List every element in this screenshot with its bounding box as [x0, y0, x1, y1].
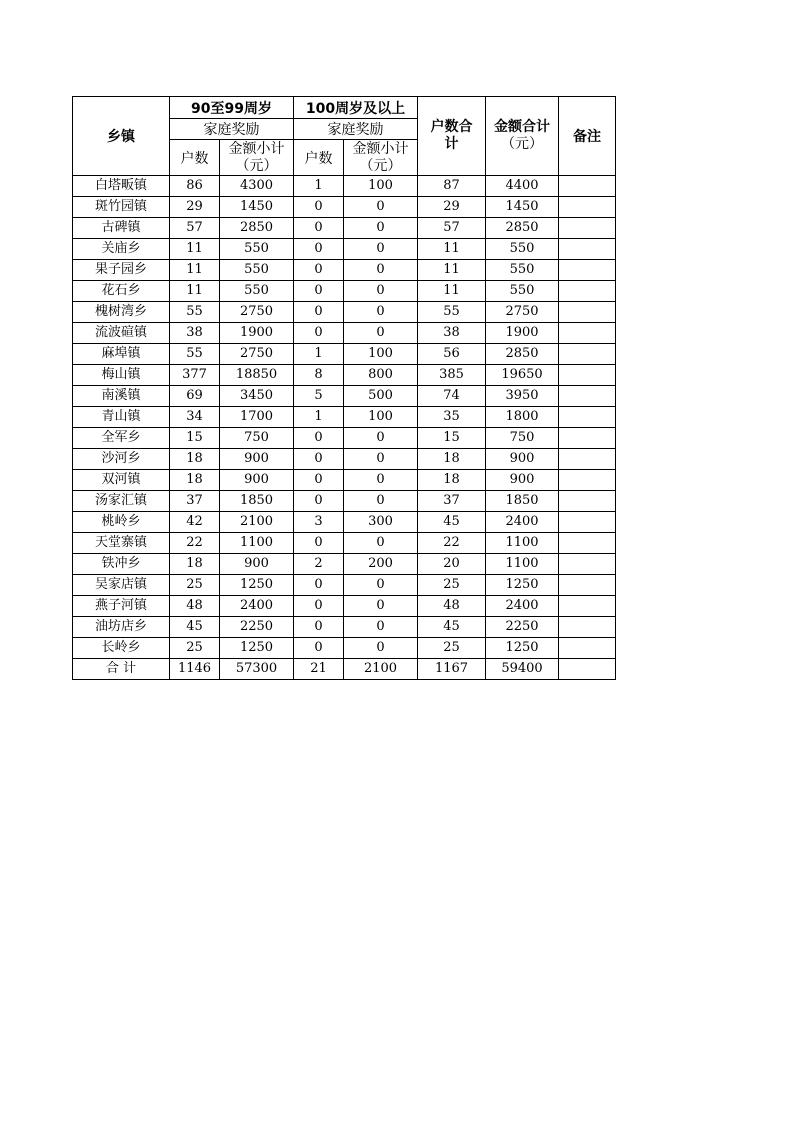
amount-100-cell: 0: [344, 491, 418, 512]
remarks-cell: [559, 344, 616, 365]
amount-100-cell: 0: [344, 260, 418, 281]
households-100-cell: 0: [294, 617, 344, 638]
households-90-cell: 38: [170, 323, 220, 344]
amount-90-cell: 900: [220, 449, 294, 470]
town-cell: 花石乡: [73, 281, 170, 302]
town-cell: 铁冲乡: [73, 554, 170, 575]
town-cell: 古碑镇: [73, 218, 170, 239]
total-households-cell: 45: [418, 617, 486, 638]
households-100-cell: 0: [294, 596, 344, 617]
table-row: [73, 197, 616, 218]
total-households-cell: 25: [418, 638, 486, 659]
households-100-cell: 0: [294, 323, 344, 344]
total-amount-cell: 1250: [486, 638, 559, 659]
households-100-cell: 1: [294, 407, 344, 428]
amount-90-cell: 1450: [220, 197, 294, 218]
total-amount-cell: 1850: [486, 491, 559, 512]
remarks-cell: [559, 218, 616, 239]
town-cell: 全军乡: [73, 428, 170, 449]
total-amount-cell: 900: [486, 470, 559, 491]
amount-90-cell: 1850: [220, 491, 294, 512]
amount-90-cell: 18850: [220, 365, 294, 386]
remarks-cell: [559, 554, 616, 575]
amount-90-cell: 2400: [220, 596, 294, 617]
header-amount-90-line1: 金额小计: [228, 140, 285, 157]
amount-90-cell: 2100: [220, 512, 294, 533]
total-households-cell: 25: [418, 575, 486, 596]
header-group-100-plus: 100周岁及以上: [294, 97, 418, 119]
amount-100-cell: 100: [344, 344, 418, 365]
total-amount-cell: 3950: [486, 386, 559, 407]
total-households-cell: 87: [418, 176, 486, 197]
header-total-households-line2: 计: [444, 136, 459, 152]
table-row: [73, 218, 616, 239]
amount-100-cell: 0: [344, 638, 418, 659]
table-body: [73, 176, 616, 680]
table-row: [73, 491, 616, 512]
remarks-cell: [559, 659, 616, 680]
header-total-households: [418, 97, 486, 176]
amount-100-cell: 0: [344, 218, 418, 239]
total-amount-cell: 1900: [486, 323, 559, 344]
amount-90-cell: 900: [220, 554, 294, 575]
total-households-cell: 20: [418, 554, 486, 575]
town-cell: 青山镇: [73, 407, 170, 428]
table-row: [73, 638, 616, 659]
households-90-cell: 69: [170, 386, 220, 407]
households-100-cell: 0: [294, 638, 344, 659]
amount-100-cell: 200: [344, 554, 418, 575]
total-households-cell: 1167: [418, 659, 486, 680]
table-row: [73, 575, 616, 596]
households-90-cell: 11: [170, 260, 220, 281]
table-row: [73, 449, 616, 470]
amount-90-cell: 1700: [220, 407, 294, 428]
total-amount-cell: 900: [486, 449, 559, 470]
households-100-cell: 0: [294, 575, 344, 596]
total-households-cell: 56: [418, 344, 486, 365]
town-cell: 长岭乡: [73, 638, 170, 659]
remarks-cell: [559, 407, 616, 428]
households-100-cell: 0: [294, 239, 344, 260]
town-cell: 燕子河镇: [73, 596, 170, 617]
households-90-cell: 18: [170, 449, 220, 470]
households-90-cell: 37: [170, 491, 220, 512]
households-100-cell: 0: [294, 491, 344, 512]
amount-100-cell: 0: [344, 533, 418, 554]
header-remarks: 备注: [559, 97, 616, 176]
households-90-cell: 377: [170, 365, 220, 386]
total-households-cell: 55: [418, 302, 486, 323]
table-row: [73, 323, 616, 344]
town-cell: 汤家汇镇: [73, 491, 170, 512]
town-cell: 桃岭乡: [73, 512, 170, 533]
remarks-cell: [559, 281, 616, 302]
amount-90-cell: 1900: [220, 323, 294, 344]
households-100-cell: 0: [294, 281, 344, 302]
remarks-cell: [559, 176, 616, 197]
households-100-cell: 1: [294, 344, 344, 365]
remarks-cell: [559, 260, 616, 281]
amount-90-cell: 4300: [220, 176, 294, 197]
town-cell: 吴家店镇: [73, 575, 170, 596]
total-households-cell: 18: [418, 449, 486, 470]
remarks-cell: [559, 386, 616, 407]
amount-90-cell: 550: [220, 239, 294, 260]
total-households-cell: 11: [418, 281, 486, 302]
total-amount-cell: 4400: [486, 176, 559, 197]
total-amount-cell: 550: [486, 239, 559, 260]
remarks-cell: [559, 365, 616, 386]
amount-100-cell: 100: [344, 176, 418, 197]
table-row: [73, 533, 616, 554]
households-100-cell: 8: [294, 365, 344, 386]
households-100-cell: 1: [294, 176, 344, 197]
table-row: [73, 428, 616, 449]
town-cell: 天堂寨镇: [73, 533, 170, 554]
header-total-amount-line1: 金额合计: [494, 119, 550, 135]
total-amount-cell: 1100: [486, 533, 559, 554]
amount-100-cell: 0: [344, 428, 418, 449]
amount-90-cell: 1100: [220, 533, 294, 554]
town-cell: 果子园乡: [73, 260, 170, 281]
town-cell: 槐树湾乡: [73, 302, 170, 323]
town-cell: 麻埠镇: [73, 344, 170, 365]
total-households-cell: 74: [418, 386, 486, 407]
header-households-100: 户数: [294, 140, 344, 176]
households-90-cell: 86: [170, 176, 220, 197]
amount-100-cell: 2100: [344, 659, 418, 680]
households-100-cell: 0: [294, 260, 344, 281]
amount-100-cell: 100: [344, 407, 418, 428]
total-households-cell: 18: [418, 470, 486, 491]
header-total-amount: [486, 97, 559, 176]
households-90-cell: 45: [170, 617, 220, 638]
amount-100-cell: 0: [344, 596, 418, 617]
amount-100-cell: 0: [344, 239, 418, 260]
amount-100-cell: 0: [344, 302, 418, 323]
total-households-cell: 38: [418, 323, 486, 344]
header-amount-100-line1: 金额小计: [352, 140, 409, 157]
total-amount-cell: 2750: [486, 302, 559, 323]
header-group-90-99: 90至99周岁: [170, 97, 294, 119]
table-row: [73, 596, 616, 617]
table-row: [73, 344, 616, 365]
total-amount-cell: 2850: [486, 218, 559, 239]
amount-100-cell: 0: [344, 323, 418, 344]
total-households-cell: 57: [418, 218, 486, 239]
town-cell: 白塔畈镇: [73, 176, 170, 197]
total-amount-cell: 2850: [486, 344, 559, 365]
households-100-cell: 0: [294, 449, 344, 470]
households-100-cell: 21: [294, 659, 344, 680]
households-90-cell: 25: [170, 638, 220, 659]
households-90-cell: 55: [170, 344, 220, 365]
total-amount-cell: 59400: [486, 659, 559, 680]
table-row: [73, 512, 616, 533]
amount-100-cell: 0: [344, 449, 418, 470]
amount-100-cell: 0: [344, 281, 418, 302]
amount-100-cell: 0: [344, 617, 418, 638]
total-households-cell: 22: [418, 533, 486, 554]
table-row: [73, 365, 616, 386]
town-cell: 南溪镇: [73, 386, 170, 407]
households-90-cell: 11: [170, 239, 220, 260]
table-row: [73, 239, 616, 260]
households-90-cell: 34: [170, 407, 220, 428]
amount-100-cell: 0: [344, 197, 418, 218]
households-90-cell: 18: [170, 470, 220, 491]
remarks-cell: [559, 617, 616, 638]
households-100-cell: 0: [294, 302, 344, 323]
households-100-cell: 0: [294, 428, 344, 449]
town-cell: 斑竹园镇: [73, 197, 170, 218]
town-cell: 合 计: [73, 659, 170, 680]
table-row: [73, 407, 616, 428]
households-90-cell: 1146: [170, 659, 220, 680]
remarks-cell: [559, 470, 616, 491]
table-row: [73, 617, 616, 638]
remarks-cell: [559, 491, 616, 512]
total-amount-cell: 750: [486, 428, 559, 449]
amount-90-cell: 750: [220, 428, 294, 449]
amount-90-cell: 2250: [220, 617, 294, 638]
table-row: [73, 554, 616, 575]
amount-100-cell: 0: [344, 575, 418, 596]
header-total-amount-line2: （元）: [501, 136, 543, 152]
households-90-cell: 55: [170, 302, 220, 323]
remarks-cell: [559, 428, 616, 449]
total-amount-cell: 2400: [486, 512, 559, 533]
households-90-cell: 57: [170, 218, 220, 239]
total-households-cell: 37: [418, 491, 486, 512]
remarks-cell: [559, 302, 616, 323]
header-amount-100: [344, 140, 418, 176]
amount-90-cell: 2750: [220, 302, 294, 323]
total-amount-cell: 550: [486, 260, 559, 281]
amount-90-cell: 3450: [220, 386, 294, 407]
reward-table: [72, 96, 616, 680]
total-households-cell: 29: [418, 197, 486, 218]
table-header: [73, 97, 616, 176]
remarks-cell: [559, 575, 616, 596]
total-row: [73, 659, 616, 680]
households-90-cell: 42: [170, 512, 220, 533]
households-100-cell: 2: [294, 554, 344, 575]
amount-90-cell: 57300: [220, 659, 294, 680]
table-row: [73, 176, 616, 197]
header-amount-90: [220, 140, 294, 176]
header-township: 乡镇: [73, 97, 170, 176]
households-100-cell: 0: [294, 470, 344, 491]
amount-90-cell: 1250: [220, 575, 294, 596]
reward-table-sheet: [72, 96, 616, 680]
table-row: [73, 470, 616, 491]
households-100-cell: 5: [294, 386, 344, 407]
amount-100-cell: 300: [344, 512, 418, 533]
households-90-cell: 29: [170, 197, 220, 218]
total-households-cell: 48: [418, 596, 486, 617]
header-total-households-line1: 户数合: [430, 119, 473, 135]
header-amount-100-line2: （元）: [359, 157, 402, 174]
amount-90-cell: 550: [220, 260, 294, 281]
total-amount-cell: 550: [486, 281, 559, 302]
amount-100-cell: 0: [344, 470, 418, 491]
remarks-cell: [559, 449, 616, 470]
remarks-cell: [559, 512, 616, 533]
amount-100-cell: 500: [344, 386, 418, 407]
households-90-cell: 22: [170, 533, 220, 554]
total-households-cell: 11: [418, 260, 486, 281]
remarks-cell: [559, 533, 616, 554]
header-group-90-99-sub: 家庭奖励: [170, 119, 294, 140]
total-amount-cell: 2400: [486, 596, 559, 617]
total-households-cell: 385: [418, 365, 486, 386]
total-amount-cell: 2250: [486, 617, 559, 638]
header-households-90: 户数: [170, 140, 220, 176]
amount-90-cell: 900: [220, 470, 294, 491]
total-households-cell: 15: [418, 428, 486, 449]
remarks-cell: [559, 197, 616, 218]
total-amount-cell: 1100: [486, 554, 559, 575]
town-cell: 关庙乡: [73, 239, 170, 260]
remarks-cell: [559, 239, 616, 260]
town-cell: 梅山镇: [73, 365, 170, 386]
amount-90-cell: 2750: [220, 344, 294, 365]
town-cell: 流波碹镇: [73, 323, 170, 344]
amount-90-cell: 2850: [220, 218, 294, 239]
table-row: [73, 260, 616, 281]
town-cell: 沙河乡: [73, 449, 170, 470]
total-households-cell: 11: [418, 239, 486, 260]
table-row: [73, 386, 616, 407]
header-group-100-plus-sub: 家庭奖励: [294, 119, 418, 140]
total-amount-cell: 19650: [486, 365, 559, 386]
households-90-cell: 25: [170, 575, 220, 596]
town-cell: 双河镇: [73, 470, 170, 491]
total-households-cell: 45: [418, 512, 486, 533]
header-amount-90-line2: （元）: [235, 157, 278, 174]
table-row: [73, 302, 616, 323]
remarks-cell: [559, 323, 616, 344]
total-amount-cell: 1250: [486, 575, 559, 596]
remarks-cell: [559, 638, 616, 659]
amount-90-cell: 550: [220, 281, 294, 302]
households-90-cell: 11: [170, 281, 220, 302]
households-100-cell: 0: [294, 197, 344, 218]
households-100-cell: 3: [294, 512, 344, 533]
town-cell: 油坊店乡: [73, 617, 170, 638]
table-row: [73, 281, 616, 302]
households-90-cell: 48: [170, 596, 220, 617]
households-90-cell: 18: [170, 554, 220, 575]
amount-100-cell: 800: [344, 365, 418, 386]
households-90-cell: 15: [170, 428, 220, 449]
total-amount-cell: 1450: [486, 197, 559, 218]
households-100-cell: 0: [294, 218, 344, 239]
total-households-cell: 35: [418, 407, 486, 428]
total-amount-cell: 1800: [486, 407, 559, 428]
amount-90-cell: 1250: [220, 638, 294, 659]
remarks-cell: [559, 596, 616, 617]
households-100-cell: 0: [294, 533, 344, 554]
